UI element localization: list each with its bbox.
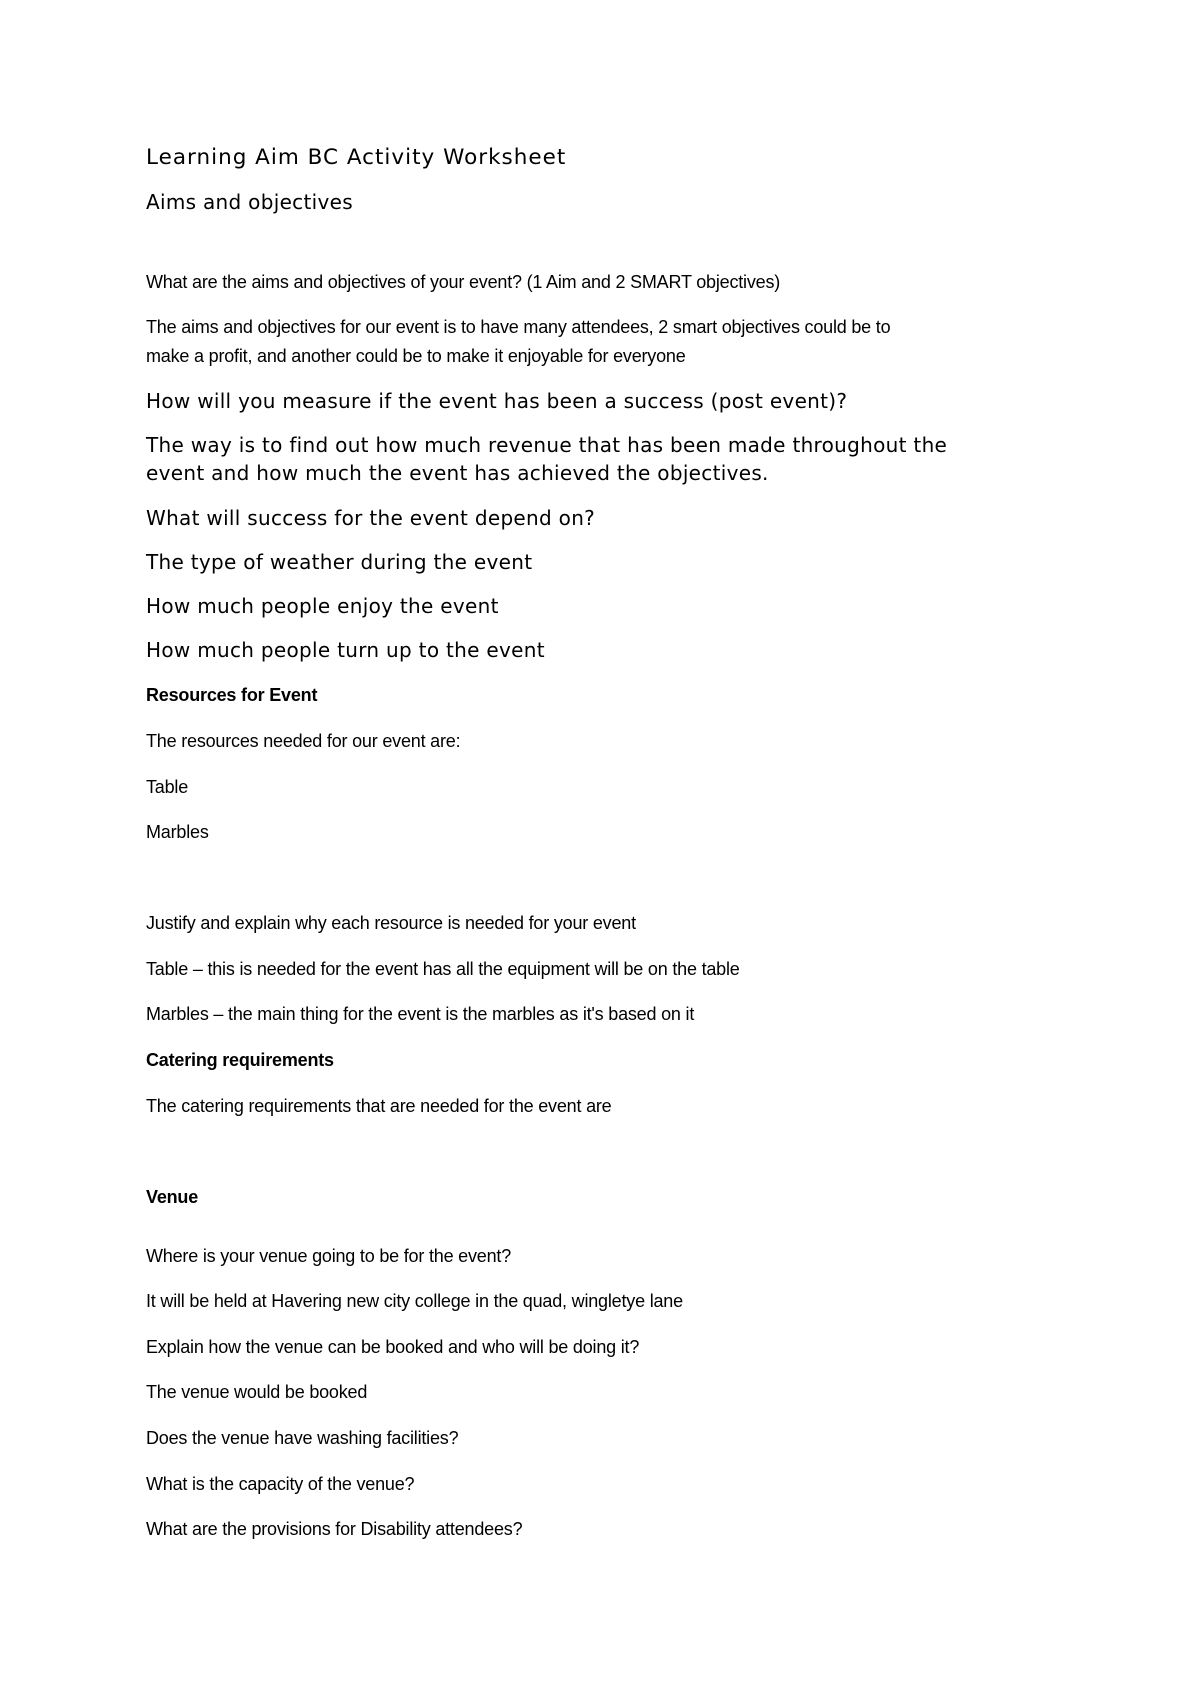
justify-question: Justify and explain why each resource is needed for your event [146, 913, 636, 933]
venue-heading: Venue [146, 1187, 199, 1207]
document-title: Learning Aim BC Activity Worksheet [146, 145, 567, 170]
success-answer-line-2: event and how much the event has achieved the objectives. [146, 461, 769, 485]
venue-booked-answer: The venue would be booked [146, 1382, 368, 1402]
depend-answer: The type of weather during the event [146, 550, 533, 574]
venue-disability-question: What are the provisions for Disability attendees? [146, 1519, 523, 1539]
justification: Marbles – the main thing for the event is the marbles as it's based on it [146, 1004, 695, 1024]
venue-booked-question: Explain how the venue can be booked and who will be doing it? [146, 1337, 640, 1357]
aims-answer-line-2: make a profit, and another could be to make it enjoyable for everyone [146, 346, 686, 366]
justification: Table – this is needed for the event has all the equipment will be on the table [146, 959, 740, 979]
resources-intro: The resources needed for our event are: [146, 731, 461, 751]
resource-item: Table [146, 777, 189, 797]
venue-capacity-question: What is the capacity of the venue? [146, 1474, 415, 1494]
venue-where-answer: It will be held at Havering new city college in the quad, wingletye lane [146, 1291, 683, 1311]
venue-washing-question: Does the venue have washing facilities? [146, 1428, 459, 1448]
success-answer-line-1: The way is to find out how much revenue that has been made throughout the [146, 433, 948, 457]
success-depend-question: What will success for the event depend on? [146, 506, 596, 530]
catering-heading: Catering requirements [146, 1050, 334, 1070]
catering-intro: The catering requirements that are needed for the event are [146, 1096, 612, 1116]
venue-where-question: Where is your venue going to be for the event? [146, 1246, 512, 1266]
resource-item: Marbles [146, 822, 209, 842]
success-question: How will you measure if the event has been a success (post event)? [146, 389, 848, 413]
aims-question: What are the aims and objectives of your event? (1 Aim and 2 SMART objectives) [146, 272, 781, 292]
depend-answer: How much people enjoy the event [146, 594, 499, 618]
document-subtitle: Aims and objectives [146, 190, 353, 214]
depend-answer: How much people turn up to the event [146, 638, 545, 662]
aims-answer-line-1: The aims and objectives for our event is to have many attendees, 2 smart objectives could be to [146, 317, 891, 337]
resources-heading: Resources for Event [146, 685, 318, 705]
